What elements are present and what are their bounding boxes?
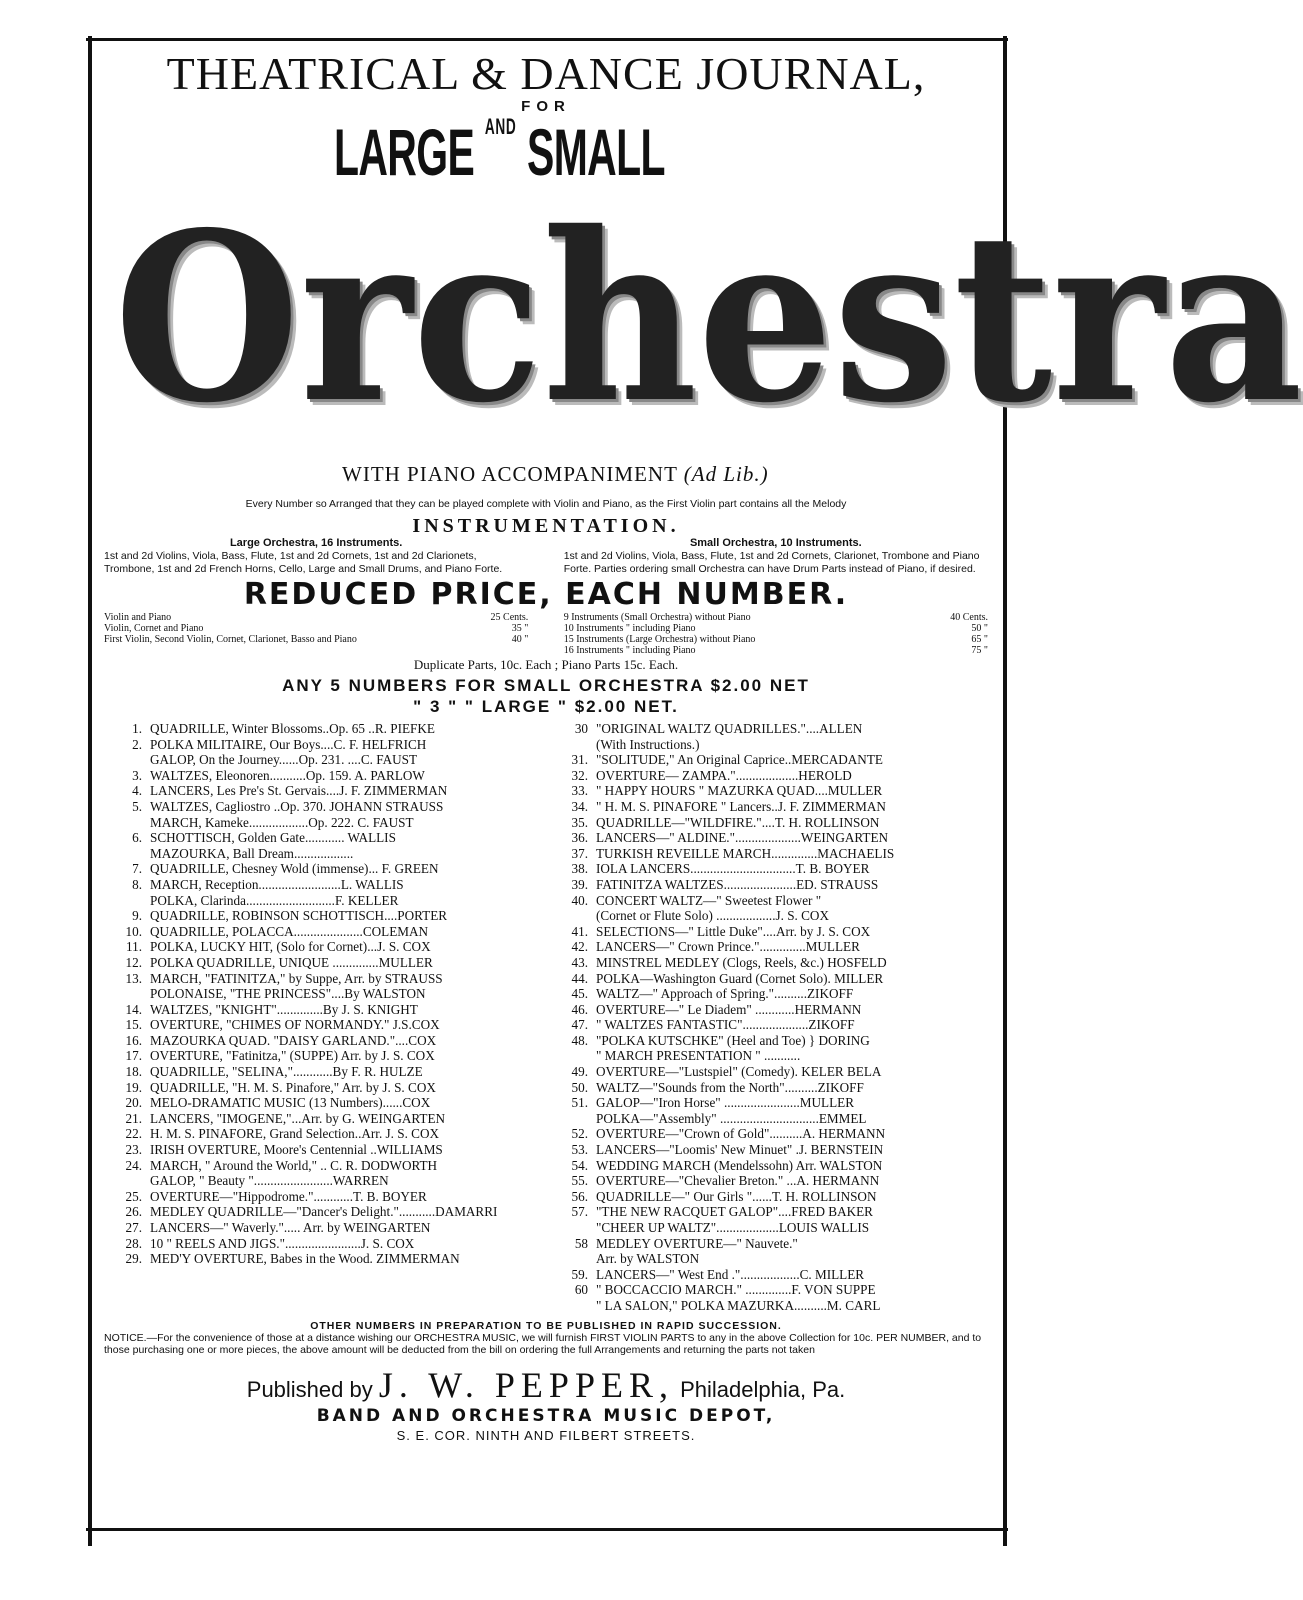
item-number xyxy=(550,1048,596,1064)
list-item xyxy=(104,721,542,737)
list-item xyxy=(104,908,542,924)
item-title: GALOP, " Beauty "........................WARREN xyxy=(150,1173,389,1189)
price-value: 25 Cents. xyxy=(490,612,529,623)
list-item xyxy=(550,1142,988,1158)
list-item xyxy=(550,1158,988,1174)
item-title: POLKA MILITAIRE, Our Boys....C. F. HELFRICH xyxy=(150,736,427,752)
list-item xyxy=(550,799,988,815)
item-title: WALTZES, Cagliostro ..Op. 370. JOHANN STRAUSS xyxy=(150,798,444,814)
price-value: 40 Cents. xyxy=(950,612,988,623)
instrumentation-columns xyxy=(104,537,988,576)
item-number: 4. xyxy=(132,783,142,799)
price-value: 40 " xyxy=(511,634,529,645)
item-number: 42. xyxy=(571,939,588,955)
price-value: 65 " xyxy=(971,634,988,645)
list-item xyxy=(550,1126,988,1142)
list-item xyxy=(550,1095,988,1111)
price-row xyxy=(104,612,528,623)
list-item xyxy=(104,815,542,831)
item-number: 17. xyxy=(125,1048,142,1064)
notice-text: NOTICE.—For the convenience of those at a distance wishing our ORCHESTRA MUSIC, we will furnish FIRST VIOLIN PARTS to any in the above Collection for 10c. PER NUMBER, and to those purchasing one or more pieces, the above amount will be deducted from the bill on ordering the full Arrangements and returning the parts not taken xyxy=(104,1331,982,1356)
list-item xyxy=(550,924,988,940)
list-item xyxy=(104,1158,542,1174)
item-number: 1. xyxy=(132,721,142,736)
item-title: POLKA QUADRILLE, UNIQUE ..............MULLER xyxy=(150,954,433,970)
list-item xyxy=(550,737,988,753)
item-number: 51. xyxy=(571,1095,588,1111)
list-item xyxy=(104,1173,542,1189)
publisher-line xyxy=(104,1364,988,1406)
list-item xyxy=(104,768,542,784)
list-item xyxy=(550,815,988,831)
price-label: 16 Instruments " including Piano xyxy=(563,645,696,656)
item-title: LANCERS, "IMOGENE,"...Arr. by G. WEINGARTEN xyxy=(150,1110,446,1126)
item-number: 38. xyxy=(571,861,588,877)
item-title: POLKA, Clarinda...........................F. KELLER xyxy=(150,892,399,908)
item-number: 37. xyxy=(571,845,588,861)
item-number: 10. xyxy=(125,923,142,939)
item-title: QUADRILLE, ROBINSON SCHOTTISCH....PORTER xyxy=(150,908,448,924)
small-orchestra-text: 1st and 2d Violins, Viola, Bass, Flute, 1st and 2d Cornets, Clarionet, Trombone and Piano Forte. Parties ordering small Orchestra can have Drum Parts instead of Piano, if desired. xyxy=(563,550,980,575)
price-row xyxy=(564,645,988,656)
instrumentation-heading: INSTRUMENTATION. xyxy=(412,515,680,537)
list-item xyxy=(104,1189,542,1205)
list-item xyxy=(550,1189,988,1205)
item-title: OVERTURE—"Hippodrome."............T. B. BOYER xyxy=(150,1188,427,1204)
item-number: 28. xyxy=(125,1235,142,1251)
item-number: 22. xyxy=(125,1126,142,1142)
item-number: 60 xyxy=(574,1282,588,1298)
list-item xyxy=(550,1080,988,1096)
publisher-name: J. W. PEPPER, xyxy=(378,1364,674,1405)
any-five-offer: ANY 5 NUMBERS FOR SMALL ORCHESTRA $2.00 NET xyxy=(282,676,810,695)
list-item xyxy=(104,924,542,940)
item-number: 34. xyxy=(571,798,588,814)
list-item xyxy=(104,752,542,768)
item-number: 45. xyxy=(571,986,588,1002)
item-title: LANCERS—"Loomis' New Minuet" .J. BERNSTEIN xyxy=(596,1142,884,1158)
small-orchestra-title: Small Orchestra, 10 Instruments. xyxy=(689,537,862,549)
item-number: 57. xyxy=(571,1204,588,1220)
item-title: POLONAISE, "THE PRINCESS"....By WALSTON xyxy=(150,986,426,1002)
list-item xyxy=(104,1033,542,1049)
price-value: 35 " xyxy=(511,623,529,634)
orchestra-wordmark: Orchestra xyxy=(114,181,1303,454)
list-item xyxy=(104,1142,542,1158)
item-title: MEDLEY QUADRILLE—"Dancer's Delight."...........DAMARRI xyxy=(150,1204,498,1220)
list-item xyxy=(550,1282,988,1298)
list-item xyxy=(550,846,988,862)
item-title: " HAPPY HOURS " MAZURKA QUAD....MULLER xyxy=(596,783,883,799)
item-title: OVERTURE, "CHIMES OF NORMANDY." J.S.COX xyxy=(150,1017,440,1033)
large-orchestra-title: Large Orchestra, 16 Instruments. xyxy=(229,537,403,549)
item-title: POLKA—Washington Guard (Cornet Solo). MILLER xyxy=(596,970,884,986)
price-label: Violin and Piano xyxy=(104,612,172,623)
price-label: Violin, Cornet and Piano xyxy=(104,623,204,634)
list-item xyxy=(104,1126,542,1142)
item-number xyxy=(104,846,150,862)
item-title: OVERTURE—"Lustspiel" (Comedy). KELER BELA xyxy=(596,1064,882,1080)
item-number: 32. xyxy=(571,767,588,783)
item-number: 29. xyxy=(125,1251,142,1267)
list-item xyxy=(104,1111,542,1127)
list-item xyxy=(550,1033,988,1049)
item-number: 35. xyxy=(571,814,588,830)
item-title: (Cornet or Flute Solo) ..................J. S. COX xyxy=(596,908,829,924)
item-title: MEDLEY OVERTURE—" Nauvete." xyxy=(596,1235,798,1251)
item-number: 25. xyxy=(125,1188,142,1204)
list-item xyxy=(550,861,988,877)
list-item xyxy=(104,1204,542,1220)
item-title: QUADRILLE, POLACCA.....................COLEMAN xyxy=(150,923,429,939)
item-number xyxy=(550,1298,596,1314)
item-number xyxy=(104,815,150,831)
item-number: 15. xyxy=(125,1017,142,1033)
large-orchestra-text: 1st and 2d Violins, Viola, Bass, Flute, 1st and 2d Cornets, 1st and 2d Clarionets, Trombone, 1st and 2d French Horns, Cello, Large and Small Drums, and Piano Forte. xyxy=(104,550,503,575)
list-item xyxy=(550,1204,988,1220)
item-title: LANCERS—" West End ."..................C. MILLER xyxy=(596,1266,865,1282)
list-item xyxy=(104,971,542,987)
list-item xyxy=(104,1080,542,1096)
piano-accompaniment xyxy=(342,462,769,487)
list-item xyxy=(550,1236,988,1252)
item-number: 55. xyxy=(571,1173,588,1189)
item-number xyxy=(104,986,150,1002)
item-title: QUADRILLE, "H. M. S. Pinafore," Arr. by J. S. COX xyxy=(150,1079,436,1095)
list-item xyxy=(104,1048,542,1064)
list-item xyxy=(550,783,988,799)
list-item xyxy=(104,783,542,799)
item-title: " BOCCACCIO MARCH." ..............F. VON SUPPE xyxy=(596,1282,876,1298)
item-title: IRISH OVERTURE, Moore's Centennial ..WILLIAMS xyxy=(150,1142,443,1158)
item-number: 47. xyxy=(571,1017,588,1033)
item-title: POLKA—"Assembly" ..............................EMMEL xyxy=(596,1110,867,1126)
list-item xyxy=(550,939,988,955)
poster xyxy=(104,44,1303,1443)
any-three-offer: " 3 " " LARGE " $2.00 NET. xyxy=(413,697,679,716)
catalogue-list xyxy=(104,721,988,1314)
list-item xyxy=(550,955,988,971)
published-by: Published by xyxy=(246,1376,373,1402)
item-title: OVERTURE, "Fatinitza," (SUPPE) Arr. by J. S. COX xyxy=(150,1048,435,1064)
price-value: 50 " xyxy=(971,623,988,634)
item-title: QUADRILLE, "SELINA,"............By F. R. HULZE xyxy=(150,1064,423,1080)
item-number: 12. xyxy=(125,954,142,970)
list-item xyxy=(104,830,542,846)
item-title: H. M. S. PINAFORE, Grand Selection..Arr. J. S. COX xyxy=(150,1126,440,1142)
list-item xyxy=(104,1236,542,1252)
item-title: WEDDING MARCH (Mendelssohn) Arr. WALSTON xyxy=(596,1157,883,1173)
list-item xyxy=(550,986,988,1002)
item-title: "POLKA KUTSCHKE" (Heel and Toe) } DORING xyxy=(596,1032,870,1048)
reduced-price-heading: REDUCED PRICE, EACH NUMBER. xyxy=(243,577,849,612)
frame-bottom-rule xyxy=(86,1528,1008,1531)
item-number xyxy=(550,1251,596,1267)
item-title: TURKISH REVEILLE MARCH..............MACHAELIS xyxy=(596,845,895,861)
item-number: 8. xyxy=(132,876,142,892)
list-item xyxy=(550,1002,988,1018)
item-number: 16. xyxy=(125,1032,142,1048)
item-title: "ORIGINAL WALTZ QUADRILLES."....ALLEN xyxy=(596,721,863,736)
list-item xyxy=(550,721,988,737)
item-number: 24. xyxy=(125,1157,142,1173)
list-item xyxy=(550,971,988,987)
item-title: Arr. by WALSTON xyxy=(596,1251,700,1267)
large-and-small xyxy=(334,114,665,190)
item-number: 23. xyxy=(125,1142,142,1158)
list-item xyxy=(104,893,542,909)
item-number: 36. xyxy=(571,830,588,846)
item-title: LANCERS, Les Pre's St. Gervais....J. F. ZIMMERMAN xyxy=(150,783,448,799)
small-orchestra-block xyxy=(564,537,988,576)
item-title: "THE NEW RACQUET GALOP"....FRED BAKER xyxy=(596,1204,873,1220)
ad-lib: (Ad Lib.) xyxy=(683,462,769,486)
item-title: MARCH, Kameke..................Op. 222. C. FAUST xyxy=(150,814,414,830)
list-item xyxy=(104,1002,542,1018)
item-title: MED'Y OVERTURE, Babes in the Wood. ZIMMERMAN xyxy=(150,1251,460,1267)
duplicate-parts: Duplicate Parts, 10c. Each ; Piano Parts 15c. Each. xyxy=(413,657,679,672)
list-item xyxy=(104,939,542,955)
item-number: 30 xyxy=(574,721,588,736)
catalogue-left-column xyxy=(104,721,542,1314)
item-number: 5. xyxy=(132,798,142,814)
item-title: FATINITZA WALTZES......................ED. STRAUSS xyxy=(596,876,879,892)
item-number: 53. xyxy=(571,1142,588,1158)
list-item xyxy=(550,908,988,924)
address-line: S. E. COR. NINTH AND FILBERT STREETS. xyxy=(396,1427,696,1443)
item-number: 3. xyxy=(132,767,142,783)
item-title: MELO-DRAMATIC MUSIC (13 Numbers)......COX xyxy=(150,1095,431,1111)
price-label: First Violin, Second Violin, Cornet, Clarionet, Basso and Piano xyxy=(104,634,357,645)
item-number xyxy=(550,1220,596,1236)
price-label: 15 Instruments (Large Orchestra) without Piano xyxy=(563,634,756,645)
list-item xyxy=(550,1267,988,1283)
list-item xyxy=(104,986,542,1002)
item-title: MARCH, Reception.........................L. WALLIS xyxy=(150,876,404,892)
item-title: CONCERT WALTZ—" Sweetest Flower " xyxy=(596,892,822,908)
item-title: LANCERS—" Crown Prince."..............MULLER xyxy=(596,939,860,955)
item-title: WALTZES, "KNIGHT"..............By J. S. KNIGHT xyxy=(150,1001,418,1017)
item-title: SELECTIONS—" Little Duke"....Arr. by J. S. COX xyxy=(596,923,871,939)
item-title: MAZOURKA QUAD. "DAISY GARLAND."....COX xyxy=(150,1032,437,1048)
item-number: 49. xyxy=(571,1064,588,1080)
item-title: OVERTURE— ZAMPA."...................HEROLD xyxy=(596,767,852,783)
large-orchestra-block xyxy=(104,537,528,576)
item-title: GALOP—"Iron Horse" .......................MULLER xyxy=(596,1095,855,1111)
list-item xyxy=(104,799,542,815)
catalogue-right-column xyxy=(550,721,988,1314)
list-item xyxy=(550,1064,988,1080)
list-item xyxy=(104,1251,542,1267)
item-title: " LA SALON," POLKA MAZURKA..........M. CARL xyxy=(596,1297,881,1313)
item-number: 20. xyxy=(125,1095,142,1111)
item-number xyxy=(550,737,596,753)
item-number: 13. xyxy=(125,970,142,986)
item-number: 56. xyxy=(571,1188,588,1204)
small-word: SMALL xyxy=(527,115,665,189)
list-item xyxy=(550,768,988,784)
list-item xyxy=(104,737,542,753)
item-number: 59. xyxy=(571,1266,588,1282)
price-row xyxy=(104,634,528,645)
for-label: FOR xyxy=(521,98,571,115)
item-title: WALTZ—"Sounds from the North"..........ZIKOFF xyxy=(596,1079,864,1095)
item-number: 41. xyxy=(571,923,588,939)
item-title: MARCH, " Around the World," .. C. R. DODWORTH xyxy=(150,1157,438,1173)
frame-top-rule xyxy=(86,38,1008,41)
item-title: OVERTURE—" Le Diadem" ............HERMANN xyxy=(596,1001,862,1017)
item-number: 43. xyxy=(571,954,588,970)
item-number: 48. xyxy=(571,1032,588,1048)
item-title: " H. M. S. PINAFORE " Lancers..J. F. ZIMMERMAN xyxy=(596,798,886,814)
item-title: OVERTURE—"Crown of Gold"..........A. HERMANN xyxy=(596,1126,886,1142)
item-title: "CHEER UP WALTZ"...................LOUIS WALLIS xyxy=(596,1220,870,1235)
large-word: LARGE xyxy=(334,115,475,189)
piano-accompaniment-text: WITH PIANO ACCOMPANIMENT xyxy=(342,462,678,486)
item-title: QUADRILLE—" Our Girls "......T. H. ROLLINSON xyxy=(596,1188,877,1204)
item-title: " MARCH PRESENTATION " ........... xyxy=(596,1048,801,1064)
journal-title: THEATRICAL & DANCE JOURNAL, xyxy=(166,48,926,99)
item-title: MINSTREL MEDLEY (Clogs, Reels, &c.) HOSFELD xyxy=(596,954,887,970)
item-number xyxy=(104,893,150,909)
item-number: 46. xyxy=(571,1001,588,1017)
list-item xyxy=(550,1017,988,1033)
frame-left-rule xyxy=(88,36,92,1546)
depot-line: BAND AND ORCHESTRA MUSIC DEPOT, xyxy=(316,1405,776,1426)
list-item xyxy=(104,1095,542,1111)
masthead xyxy=(104,114,1303,498)
item-number: 14. xyxy=(125,1001,142,1017)
item-number: 27. xyxy=(125,1220,142,1235)
item-title: (With Instructions.) xyxy=(596,736,700,752)
item-number xyxy=(550,908,596,924)
item-number: 26. xyxy=(125,1204,142,1220)
list-item xyxy=(104,861,542,877)
notice-block xyxy=(104,1320,988,1356)
item-title: MAZOURKA, Ball Dream.................. xyxy=(150,845,354,861)
item-title: QUADRILLE, Chesney Wold (immense)... F. GREEN xyxy=(150,861,439,877)
item-title: LANCERS—" ALDINE."....................WEINGARTEN xyxy=(596,830,889,846)
item-number: 19. xyxy=(125,1079,142,1095)
item-title: " WALTZES FANTASTIC"....................ZIKOFF xyxy=(596,1017,855,1033)
item-number: 31. xyxy=(571,752,588,768)
list-item xyxy=(550,1220,988,1236)
list-item xyxy=(104,1220,542,1236)
item-number: 52. xyxy=(571,1126,588,1142)
list-item xyxy=(550,1111,988,1127)
price-row xyxy=(564,634,988,645)
price-row xyxy=(564,623,988,634)
item-number: 33. xyxy=(571,783,588,799)
item-number: 21. xyxy=(125,1110,142,1126)
item-number: 9. xyxy=(132,908,142,924)
item-title: OVERTURE—"Chevalier Breton." ...A. HERMANN xyxy=(596,1173,880,1189)
item-number: 18. xyxy=(125,1064,142,1080)
item-title: "SOLITUDE," An Original Caprice..MERCADANTE xyxy=(596,752,883,768)
item-number: 6. xyxy=(132,830,142,846)
item-title: QUADRILLE—"WILDFIRE."....T. H. ROLLINSON xyxy=(596,814,880,830)
list-item xyxy=(550,830,988,846)
price-row xyxy=(564,612,988,623)
list-item xyxy=(550,1298,988,1314)
item-title: POLKA, LUCKY HIT, (Solo for Cornet)...J. S. COX xyxy=(150,939,431,955)
list-item xyxy=(550,1048,988,1064)
item-number xyxy=(550,1111,596,1127)
item-title: GALOP, On the Journey......Op. 231. ....C. FAUST xyxy=(150,752,418,768)
list-item xyxy=(550,893,988,909)
list-item xyxy=(104,955,542,971)
item-title: WALTZ—" Approach of Spring."..........ZIKOFF xyxy=(596,986,854,1002)
list-item xyxy=(550,1173,988,1189)
publisher-city: Philadelphia, Pa. xyxy=(680,1376,846,1402)
every-number-note: Every Number so Arranged that they can be played complete with Violin and Piano, as the First Violin part contains all the Melody xyxy=(245,498,847,510)
item-number: 54. xyxy=(571,1157,588,1173)
other-numbers: OTHER NUMBERS IN PREPARATION TO BE PUBLISHED IN RAPID SUCCESSION. xyxy=(310,1319,782,1332)
and-word: AND xyxy=(484,114,517,139)
item-number: 2. xyxy=(132,736,142,752)
item-title: IOLA LANCERS................................T. B. BOYER xyxy=(596,861,870,877)
item-number: 40. xyxy=(571,892,588,908)
item-number: 11. xyxy=(126,939,142,955)
list-item xyxy=(550,1251,988,1267)
item-title: LANCERS—" Waverly."..... Arr. by WEINGARTEN xyxy=(150,1220,431,1235)
item-title: QUADRILLE, Winter Blossoms..Op. 65 ..R. PIEFKE xyxy=(150,721,435,736)
item-number: 39. xyxy=(571,876,588,892)
list-item xyxy=(104,846,542,862)
list-item xyxy=(550,752,988,768)
price-label: 10 Instruments " including Piano xyxy=(563,623,696,634)
item-title: 10 " REELS AND JIGS.".......................J. S. COX xyxy=(150,1235,415,1251)
price-table xyxy=(104,612,988,656)
list-item xyxy=(104,1064,542,1080)
item-number xyxy=(104,752,150,768)
prices-right xyxy=(564,612,988,656)
prices-left xyxy=(104,612,528,656)
list-item xyxy=(104,1017,542,1033)
price-value: 75 " xyxy=(971,645,988,656)
item-number: 50. xyxy=(571,1079,588,1095)
list-item xyxy=(550,877,988,893)
item-number: 44. xyxy=(571,970,588,986)
item-title: SCHOTTISCH, Golden Gate............ WALLIS xyxy=(150,830,396,846)
item-title: WALTZES, Eleonoren...........Op. 159. A. PARLOW xyxy=(150,767,425,783)
item-title: MARCH, "FATINITZA," by Suppe, Arr. by STRAUSS xyxy=(150,970,443,986)
price-label: 9 Instruments (Small Orchestra) without Piano xyxy=(563,612,751,623)
item-number xyxy=(104,1173,150,1189)
price-row xyxy=(104,623,528,634)
item-number: 58 xyxy=(574,1235,588,1251)
item-number: 7. xyxy=(132,861,142,877)
list-item xyxy=(104,877,542,893)
